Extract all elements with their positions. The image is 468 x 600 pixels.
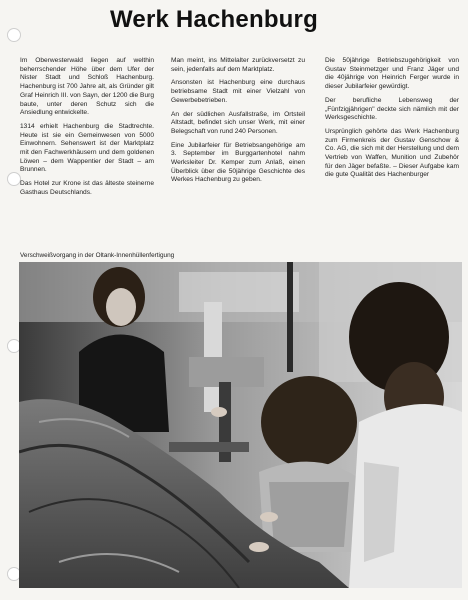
page-title: Werk Hachenburg [110, 6, 318, 33]
paragraph: Ursprünglich gehörte das Werk Hachenburg zum Firmenkreis der Gustav Genschow & Co. AG, die sich mit der Herstellung und dem Vertrieb von Waffen, Munition und Zubehör für den Jäger befaßte. – Dieser Aufgabe kam die gute Qualität des Hachenburger [325, 127, 459, 179]
paragraph: Das Hotel zur Krone ist das älteste steinerne Gasthaus Deutschlands. [20, 180, 154, 196]
paragraph: Man meint, ins Mittelalter zurückversetzt zu sein, jedenfalls auf dem Marktplatz. [171, 57, 305, 73]
paragraph: Der berufliche Lebensweg der „Fünfzigjährigen" deckte sich nämlich mit der Werksgeschichte. [325, 96, 459, 122]
paragraph: Eine Jubilarfeier für Betriebsangehörige am 3. September im Burggartenhotel nahm Werksleiter Dr. Kemper zum Anlaß, einen Überblick über die 50jährige Geschichte des Werkes Hachenburg zu geben. [171, 141, 305, 184]
photo-caption: Verschweißvorgang in der Oltank-Innenhüllenfertigung [20, 252, 175, 259]
paragraph: An der südlichen Ausfallstraße, im Ortsteil Altstadt, befindet sich unser Werk, mit einer Belegschaft von rund 240 Personen. [171, 110, 305, 135]
text-column-1 [20, 57, 154, 203]
text-column-2 [171, 57, 305, 190]
paragraph: Die 50jährige Betriebszugehörigkeit von Gustav Steinmetzger und Franz Jäger und die 40jährige von Heinrich Ferger wurde in dieser Jubilarfeier gewürdigt. [325, 57, 459, 91]
factory-photo-illustration [19, 262, 462, 588]
factory-photo [19, 262, 462, 588]
paragraph: 1314 erhielt Hachenburg die Stadtrechte. Heute ist sie ein Gemeinwesen von 5000 Einwohnern. Sehenswert ist der Marktplatz mit den Fachwerkhäusern und dem goldenen Löwen – dem Wappentier der Stadt – am Brunnen. [20, 122, 154, 174]
paragraph: Im Oberwesterwald liegen auf welthin beherrschender Höhe über dem Ufer der Nister Stadt und Schloß Hachenburg. Hachenburg ist 700 Jahre alt, als Gründer gilt Graf Heinrich III. von Sayn, der 1200 die Burg baute, unter deren Schutz sich die Ansiedlung entwickelte. [20, 57, 154, 117]
binder-hole [7, 28, 21, 42]
binder-hole [7, 172, 21, 186]
text-column-3 [325, 57, 459, 185]
paragraph: Ansonsten ist Hachenburg eine durchaus betriebsame Stadt mit einer Vielzahl von Gewerbebetrieben. [171, 79, 305, 104]
